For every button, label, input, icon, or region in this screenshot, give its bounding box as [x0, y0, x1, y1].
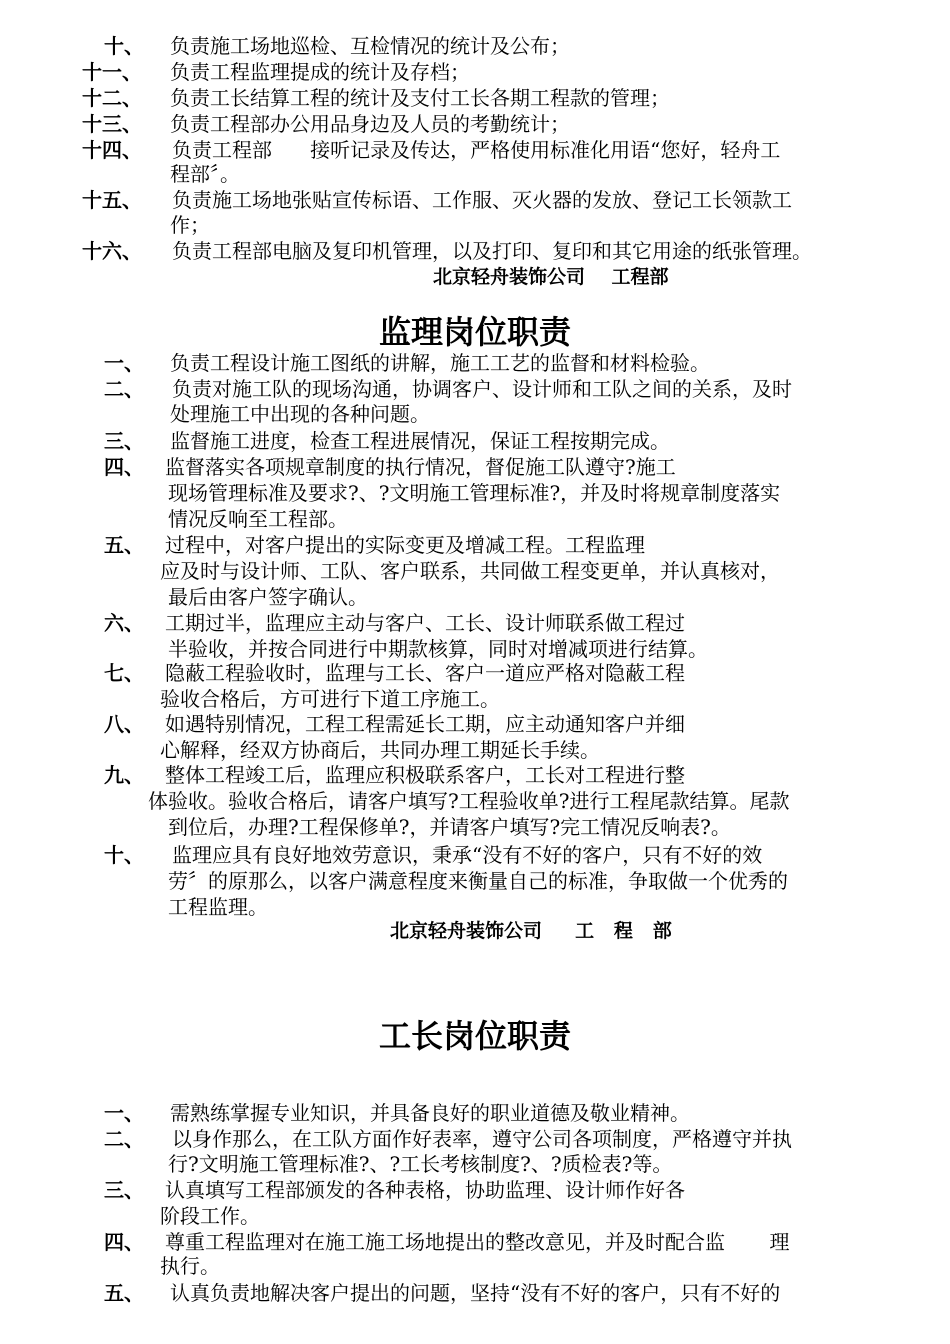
item-number: 二、	[104, 1127, 144, 1151]
item-text: 隐蔽工程验收时，监理与工长、客户一道应严格对隐蔽工程	[165, 661, 685, 685]
item-text: 行?文明施工管理标准?、?工长考核制度?、?质检表?等。	[168, 1152, 673, 1176]
item-text: 作；	[170, 213, 210, 237]
item-text: 应及时与设计师、工队、客户联系，共同做工程变更单，并认真核对，	[160, 559, 780, 583]
item-text: 认真填写工程部颁发的各种表格，协助监理、设计师作好各	[165, 1178, 685, 1202]
item-number: 五、	[104, 533, 144, 557]
item-number: 二、	[104, 377, 144, 401]
item-text: 负责工程部电脑及复印机管理，以及打印、复印和其它用途的纸张管理。	[172, 239, 812, 263]
item-text: 半验收，并按合同进行中期款核算，同时对增减项进行结算。	[168, 637, 708, 661]
item-text: 工程监理。	[168, 895, 268, 919]
signature: 北京轻舟装饰公司 工程部	[433, 266, 669, 288]
item-number: 三、	[104, 1178, 144, 1202]
item-text: 负责施工场地巡检、互检情况的统计及公布；	[170, 34, 570, 58]
item-text: 处理施工中出现的各种问题。	[170, 402, 430, 426]
item-number: 十六、	[82, 239, 142, 263]
item-number: 十、	[104, 34, 144, 58]
item-number: 四、	[104, 1230, 144, 1254]
item-text: 如遇特别情况，工程工程需延长工期，应主动通知客户并细	[165, 712, 685, 736]
item-number: 八、	[104, 712, 144, 736]
item-text: 工期过半，监理应主动与客户、工长、设计师联系做工程过	[165, 611, 685, 635]
item-text: 以身作那么，在工队方面作好表率，遵守公司各项制度，严格遵守并执	[172, 1127, 792, 1151]
item-number: 四、	[104, 455, 144, 479]
item-number: 十四、	[82, 138, 142, 162]
item-number: 十二、	[82, 86, 142, 110]
item-text: 到位后，办理?工程保修单?，并请客户填写?完工情况反响表?。	[168, 815, 731, 839]
item-number: 十三、	[82, 112, 142, 136]
item-number: 十五、	[82, 188, 142, 212]
item-number: 九、	[104, 763, 144, 787]
item-number: 六、	[104, 611, 144, 635]
item-number: 七、	[104, 661, 144, 685]
item-text: 过程中，对客户提出的实际变更及增减工程。工程监理	[165, 533, 645, 557]
item-text: 监理应具有良好地效劳意识，秉承“没有不好的客户，只有不好的效	[172, 843, 763, 867]
section-title: 工长岗位职责	[378, 1017, 571, 1055]
item-text: 认真负责地解决客户提出的问题，坚持“没有不好的客户，只有不好的	[170, 1281, 781, 1305]
signature: 北京轻舟装饰公司 工 程 部	[390, 920, 672, 942]
item-number: 十一、	[82, 60, 142, 84]
item-text: 最后由客户签字确认。	[168, 585, 368, 609]
item-text: 需熟练掌握专业知识，并具备良好的职业道德及敬业精神。	[170, 1101, 690, 1125]
item-text: 心解释，经双方协商后，共同办理工期延长手续。	[160, 738, 600, 762]
item-text: 监督施工进度，检查工程进展情况，保证工程按期完成。	[170, 429, 670, 453]
item-number: 一、	[104, 351, 144, 375]
item-text: 现场管理标准及要求?、?文明施工管理标准?，并及时将规章制度落实	[168, 481, 781, 505]
item-text: 负责工程部办公用品身边及人员的考勤统计；	[170, 112, 570, 136]
item-text: 尊重工程监理对在施工施工场地提出的整改意见，并及时配合监 理	[165, 1230, 790, 1254]
item-text: 负责工程部 接听记录及传达，严格使用标准化用语“您好，轻舟工	[172, 138, 781, 162]
item-text: 劳〞的原那么，以客户满意程度来衡量自己的标准，争取做一个优秀的	[168, 869, 788, 893]
item-text: 整体工程竣工后，监理应积极联系客户，工长对工程进行整	[165, 763, 685, 787]
item-text: 体验收。验收合格后，请客户填写?工程验收单?进行工程尾款结算。尾款	[148, 789, 790, 813]
section-title: 监理岗位职责	[378, 313, 571, 351]
item-text: 负责工长结算工程的统计及支付工长各期工程款的管理；	[170, 86, 670, 110]
item-number: 十、	[104, 843, 144, 867]
item-text: 情况反响至工程部。	[168, 507, 348, 531]
item-text: 负责施工场地张贴宣传标语、工作服、灭火器的发放、登记工长领款工	[172, 188, 792, 212]
item-text: 程部〞。	[170, 162, 240, 186]
item-number: 一、	[104, 1101, 144, 1125]
item-text: 监督落实各项规章制度的执行情况，督促施工队遵守?施工	[165, 455, 676, 479]
item-number: 五、	[104, 1281, 144, 1305]
item-text: 负责工程设计施工图纸的讲解，施工工艺的监督和材料检验。	[170, 351, 710, 375]
item-text: 负责对施工队的现场沟通，协调客户、设计师和工队之间的关系，及时	[172, 377, 792, 401]
item-text: 验收合格后，方可进行下道工序施工。	[160, 687, 500, 711]
item-number: 三、	[104, 429, 144, 453]
item-text: 阶段工作。	[160, 1204, 260, 1228]
item-text: 负责工程监理提成的统计及存档；	[170, 60, 470, 84]
item-text: 执行。	[160, 1254, 220, 1278]
